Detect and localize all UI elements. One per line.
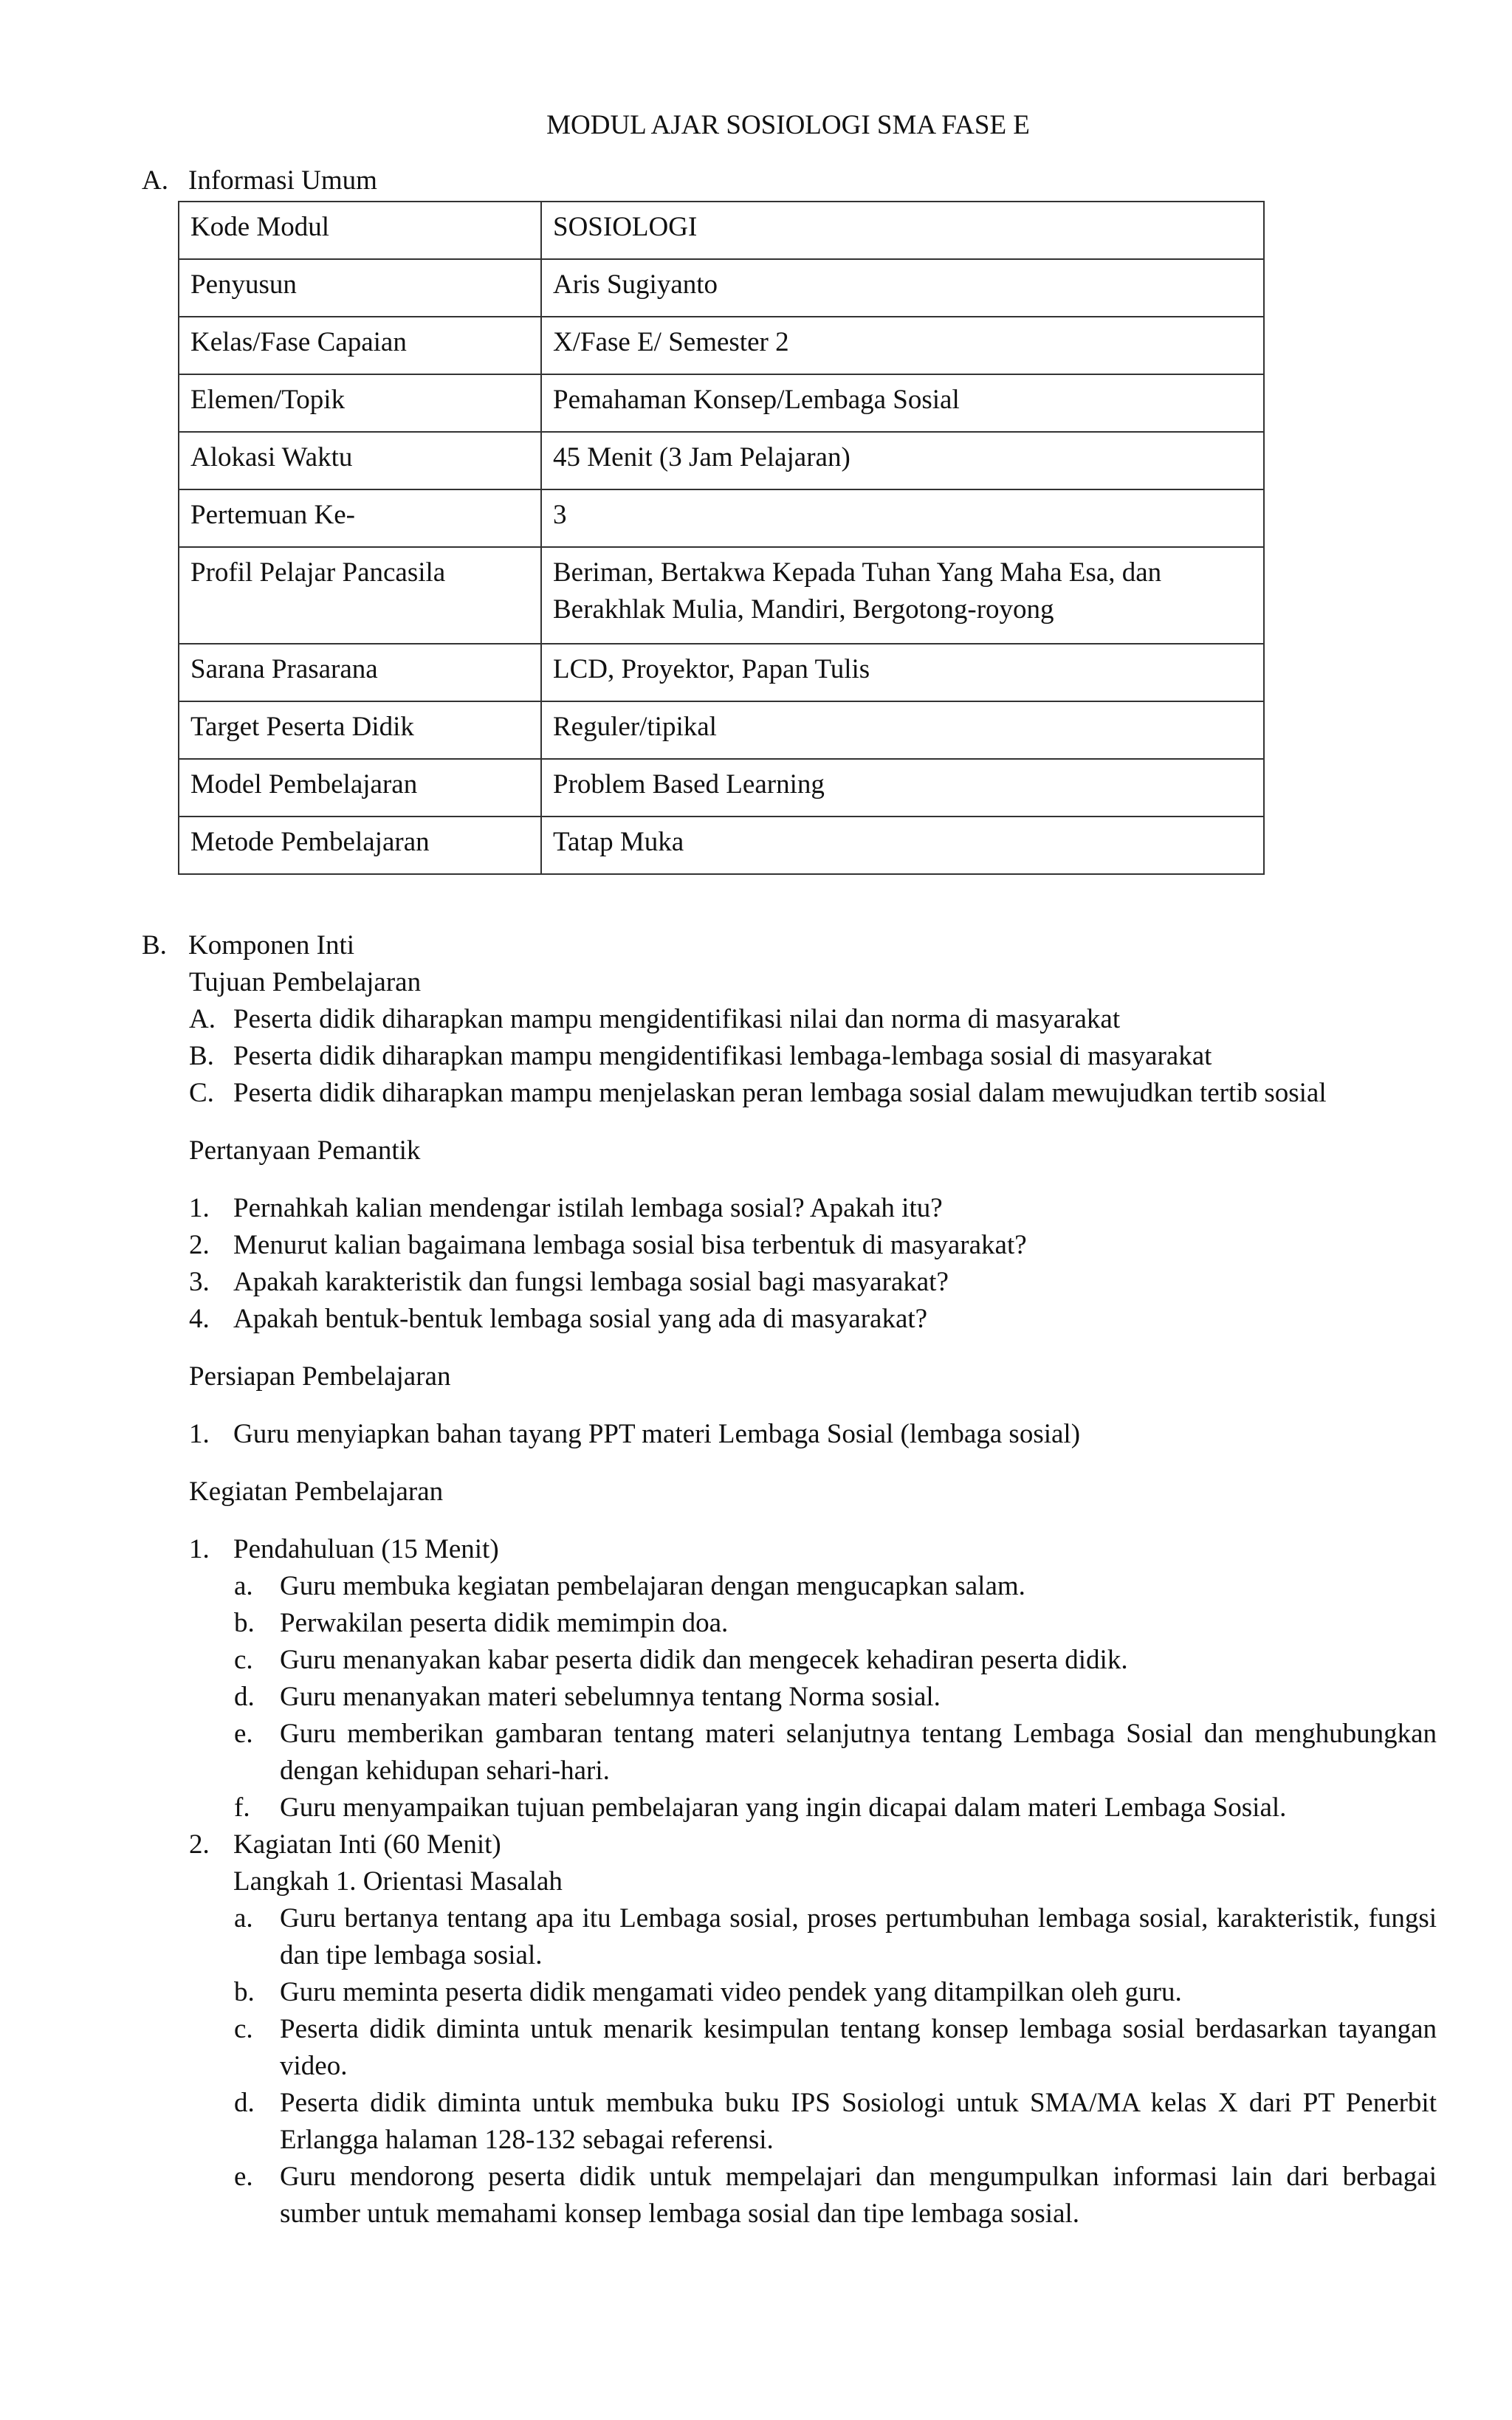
table-key: Kode Modul [179, 202, 541, 259]
table-value: 45 Menit (3 Jam Pelajaran) [541, 432, 1264, 489]
list-text: Pernahkah kalian mendengar istilah lembaga sosial? Apakah itu? [233, 1193, 943, 1223]
table-row [179, 701, 1264, 759]
list-marker: 1. [189, 1193, 210, 1223]
table-key: Model Pembelajaran [179, 759, 541, 817]
list-item [189, 1038, 1437, 1075]
sub-list [189, 1863, 1437, 2232]
table-key: Target Peserta Didik [179, 701, 541, 759]
list-marker: 1. [189, 1534, 210, 1564]
list-marker: f. [234, 1792, 250, 1823]
table-row [179, 374, 1264, 432]
list-item [189, 1227, 1437, 1264]
list-item [234, 2085, 1437, 2159]
table-value: LCD, Proyektor, Papan Tulis [541, 644, 1264, 701]
list-item [189, 1001, 1437, 1038]
list-marker: b. [234, 1608, 255, 1638]
list-text: Guru memberikan gambaran tentang materi selanjutnya tentang Lembaga Sosial dan menghubungkan dengan kehidupan sehari-hari. [280, 1719, 1437, 1786]
list-marker: c. [234, 1645, 253, 1675]
section-letter: B. [142, 930, 167, 960]
list-text: Guru menyampaikan tujuan pembelajaran yang ingin dicapai dalam materi Lembaga Sosial. [280, 1792, 1287, 1823]
list-text: Guru menanyakan materi sebelumnya tentang Norma sosial. [280, 1682, 941, 1712]
list-marker: B. [189, 1041, 214, 1071]
list-item [234, 2159, 1437, 2232]
table-value: Tatap Muka [541, 817, 1264, 874]
list-marker: 1. [189, 1419, 210, 1449]
persiapan-heading: Persiapan Pembelajaran [189, 1361, 451, 1392]
list-item [234, 1642, 1437, 1679]
list-marker: A. [189, 1004, 216, 1034]
section-a-heading [142, 162, 377, 199]
list-marker: e. [234, 1719, 253, 1749]
document-title: MODUL AJAR SOSIOLOGI SMA FASE E [546, 110, 1030, 140]
list-item [234, 1974, 1437, 2011]
list-marker: C. [189, 1078, 214, 1108]
pemantik-heading: Pertanyaan Pemantik [189, 1135, 421, 1166]
list-text: Menurut kalian bagaimana lembaga sosial bisa terbentuk di masyarakat? [233, 1230, 1027, 1260]
list-item [189, 1190, 1437, 1227]
table-row [179, 432, 1264, 489]
list-marker: 2. [189, 1829, 210, 1860]
langkah-heading: Langkah 1. Orientasi Masalah [233, 1866, 563, 1897]
list-item [189, 1301, 1437, 1338]
table-key: Kelas/Fase Capaian [179, 317, 541, 374]
info-table [178, 201, 1265, 875]
table-value: Pemahaman Konsep/Lembaga Sosial [541, 374, 1264, 432]
list-text: Apakah karakteristik dan fungsi lembaga sosial bagi masyarakat? [233, 1267, 949, 1297]
list-item [234, 1790, 1437, 1826]
list-marker: 2. [189, 1230, 210, 1260]
list-text: Guru menanyakan kabar peserta didik dan mengecek kehadiran peserta didik. [280, 1645, 1128, 1675]
table-value: Aris Sugiyanto [541, 259, 1264, 317]
section-title: Informasi Umum [188, 165, 377, 196]
section-b-heading [142, 927, 354, 964]
list-marker: d. [234, 1682, 255, 1712]
list-item [234, 2011, 1437, 2085]
table-value: Beriman, Bertakwa Kepada Tuhan Yang Maha Esa, dan Berakhlak Mulia, Mandiri, Bergotong-royong [541, 547, 1264, 644]
list-marker: b. [234, 1977, 255, 2007]
table-row [179, 547, 1264, 644]
section-letter: A. [142, 165, 168, 196]
table-key: Pertemuan Ke- [179, 489, 541, 547]
list-item [189, 1531, 1437, 1568]
list-text: Perwakilan peserta didik memimpin doa. [280, 1608, 729, 1638]
table-row [179, 259, 1264, 317]
list-text: Guru bertanya tentang apa itu Lembaga sosial, proses pertumbuhan lembaga sosial, karakteristik, fungsi dan tipe lembaga sosial. [280, 1903, 1437, 1970]
list-text: Guru membuka kegiatan pembelajaran dengan mengucapkan salam. [280, 1571, 1025, 1601]
table-value: 3 [541, 489, 1264, 547]
table-row [179, 644, 1264, 701]
table-value: Problem Based Learning [541, 759, 1264, 817]
table-row [179, 202, 1264, 259]
table-value: Reguler/tipikal [541, 701, 1264, 759]
list-text: Guru menyiapkan bahan tayang PPT materi Lembaga Sosial (lembaga sosial) [233, 1419, 1081, 1449]
list-text: Kagiatan Inti (60 Menit) [233, 1829, 501, 1860]
list-marker: a. [234, 1903, 253, 1933]
list-item [234, 1568, 1437, 1605]
table-row [179, 817, 1264, 874]
table-row [179, 317, 1264, 374]
list-item [234, 1716, 1437, 1790]
list-text: Peserta didik diminta untuk membuka buku IPS Sosiologi untuk SMA/MA kelas X dari PT Penerbit Erlangga halaman 128-132 sebagai referensi. [280, 2088, 1437, 2155]
list-item [189, 1416, 1437, 1453]
list-marker: c. [234, 2014, 253, 2044]
list-marker: a. [234, 1571, 253, 1601]
table-value: SOSIOLOGI [541, 202, 1264, 259]
tujuan-heading: Tujuan Pembelajaran [189, 967, 422, 997]
list-item [234, 1679, 1437, 1716]
table-key: Metode Pembelajaran [179, 817, 541, 874]
list-text: Peserta didik diharapkan mampu mengidentifikasi nilai dan norma di masyarakat [233, 1004, 1121, 1034]
table-key: Elemen/Topik [179, 374, 541, 432]
table-key: Profil Pelajar Pancasila [179, 547, 541, 644]
list-item [234, 1900, 1437, 1974]
list-marker: e. [234, 2162, 253, 2192]
table-row [179, 759, 1264, 817]
sub-list [189, 1568, 1437, 1826]
kegiatan-heading: Kegiatan Pembelajaran [189, 1477, 444, 1507]
table-key: Alokasi Waktu [179, 432, 541, 489]
list-text: Guru mendorong peserta didik untuk mempelajari dan mengumpulkan informasi lain dari berbagai sumber untuk memahami konsep lembaga sosial dan tipe lembaga sosial. [280, 2162, 1437, 2229]
section-title: Komponen Inti [188, 930, 355, 960]
list-item [189, 1075, 1437, 1112]
list-text: Peserta didik diharapkan mampu mengidentifikasi lembaga-lembaga sosial di masyarakat [233, 1041, 1212, 1071]
table-key: Sarana Prasarana [179, 644, 541, 701]
list-text: Peserta didik diharapkan mampu menjelaskan peran lembaga sosial dalam mewujudkan tertib sosial [233, 1078, 1327, 1108]
list-marker: 4. [189, 1304, 210, 1334]
list-text: Pendahuluan (15 Menit) [233, 1534, 499, 1564]
list-text: Apakah bentuk-bentuk lembaga sosial yang ada di masyarakat? [233, 1304, 928, 1334]
list-item [189, 1264, 1437, 1301]
list-item [234, 1605, 1437, 1642]
list-text: Peserta didik diminta untuk menarik kesimpulan tentang konsep lembaga sosial berdasarkan tayangan video. [280, 2014, 1437, 2081]
list-marker: d. [234, 2088, 255, 2118]
body-content [189, 964, 1437, 2232]
table-key: Penyusun [179, 259, 541, 317]
table-row [179, 489, 1264, 547]
list-text: Guru meminta peserta didik mengamati video pendek yang ditampilkan oleh guru. [280, 1977, 1182, 2007]
list-item [189, 1826, 1437, 1863]
list-marker: 3. [189, 1267, 210, 1297]
table-value: X/Fase E/ Semester 2 [541, 317, 1264, 374]
